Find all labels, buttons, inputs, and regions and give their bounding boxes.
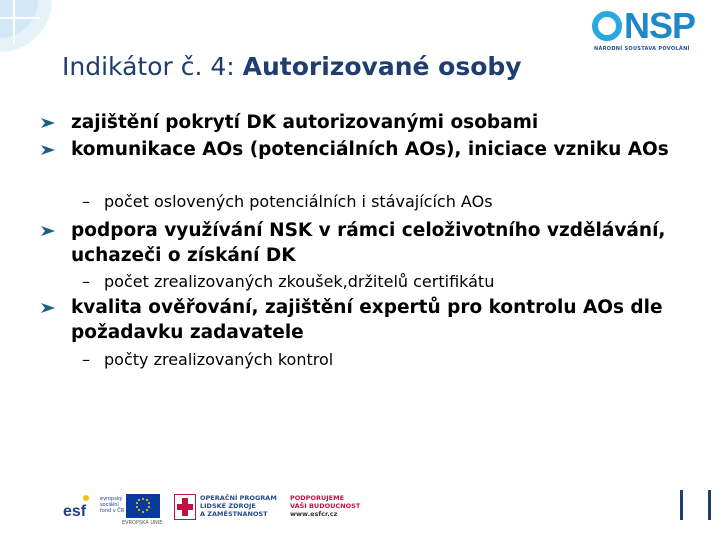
bullet-item (40, 110, 680, 135)
sub-dash: – (82, 350, 90, 369)
bullet-item (40, 218, 680, 268)
title-plain: Indikátor č. 4: (62, 52, 243, 81)
sub-item (82, 192, 493, 212)
bullet-text: kvalita ověřování, zajištění expertů pro kontrolu AOs dle požadavku zadavatele (71, 297, 663, 343)
logo-text: NSP (624, 5, 696, 46)
support-line: VAŠI BUDOUCNOST (290, 502, 361, 510)
sub-dash: – (82, 192, 90, 211)
arrow-bullet-icon (40, 225, 56, 237)
title-bold: Autorizované osoby (242, 52, 522, 81)
logo-subtext: NÁRODNÍ SOUSTAVA POVOLÁNÍ (594, 46, 690, 52)
sub-text: počty zrealizovaných kontrol (104, 350, 334, 369)
esf-text: evropský sociální fond v ČR (100, 496, 125, 514)
bullet-text: zajištění pokrytí DK autorizovanými osobami (71, 112, 539, 133)
support-text (290, 494, 360, 518)
page-title (62, 52, 522, 81)
corner-decoration (0, 0, 60, 60)
op-cross-icon (174, 494, 196, 520)
bullet-item (40, 295, 680, 345)
op-line: A ZAMĚSTNANOST (200, 510, 268, 518)
sub-item (82, 272, 494, 292)
arrow-bullet-icon (40, 144, 56, 156)
support-line: PODPORUJEME (290, 494, 345, 502)
op-text (200, 494, 277, 518)
support-line: www.esfcr.cz (290, 510, 338, 518)
logo-ring-icon (592, 11, 622, 41)
esf-label: esf (63, 503, 87, 520)
decorative-bars (678, 488, 714, 524)
nsp-logo (592, 5, 710, 56)
arrow-bullet-icon (40, 117, 56, 129)
eu-flag-icon (126, 494, 160, 518)
sub-item (82, 350, 333, 370)
op-line: OPERAČNÍ PROGRAM (200, 494, 277, 502)
bullet-text: komunikace AOs (potenciálních AOs), iniciace vzniku AOs (71, 139, 669, 160)
sub-text: počet zrealizovaných zkoušek,držitelů certifikátu (104, 272, 495, 291)
sub-dash: – (82, 272, 90, 291)
op-line: LIDSKÉ ZDROJE (200, 502, 256, 510)
sub-text: počet oslovených potenciálních i stávajících AOs (104, 192, 493, 211)
arrow-bullet-icon (40, 302, 56, 314)
esf-logo (62, 492, 92, 522)
bullet-text: podpora využívání NSK v rámci celoživotního vzdělávání, uchazeči o získání DK (71, 220, 666, 266)
eu-text: EVROPSKÁ UNIE (122, 520, 163, 526)
bullet-item (40, 137, 680, 162)
